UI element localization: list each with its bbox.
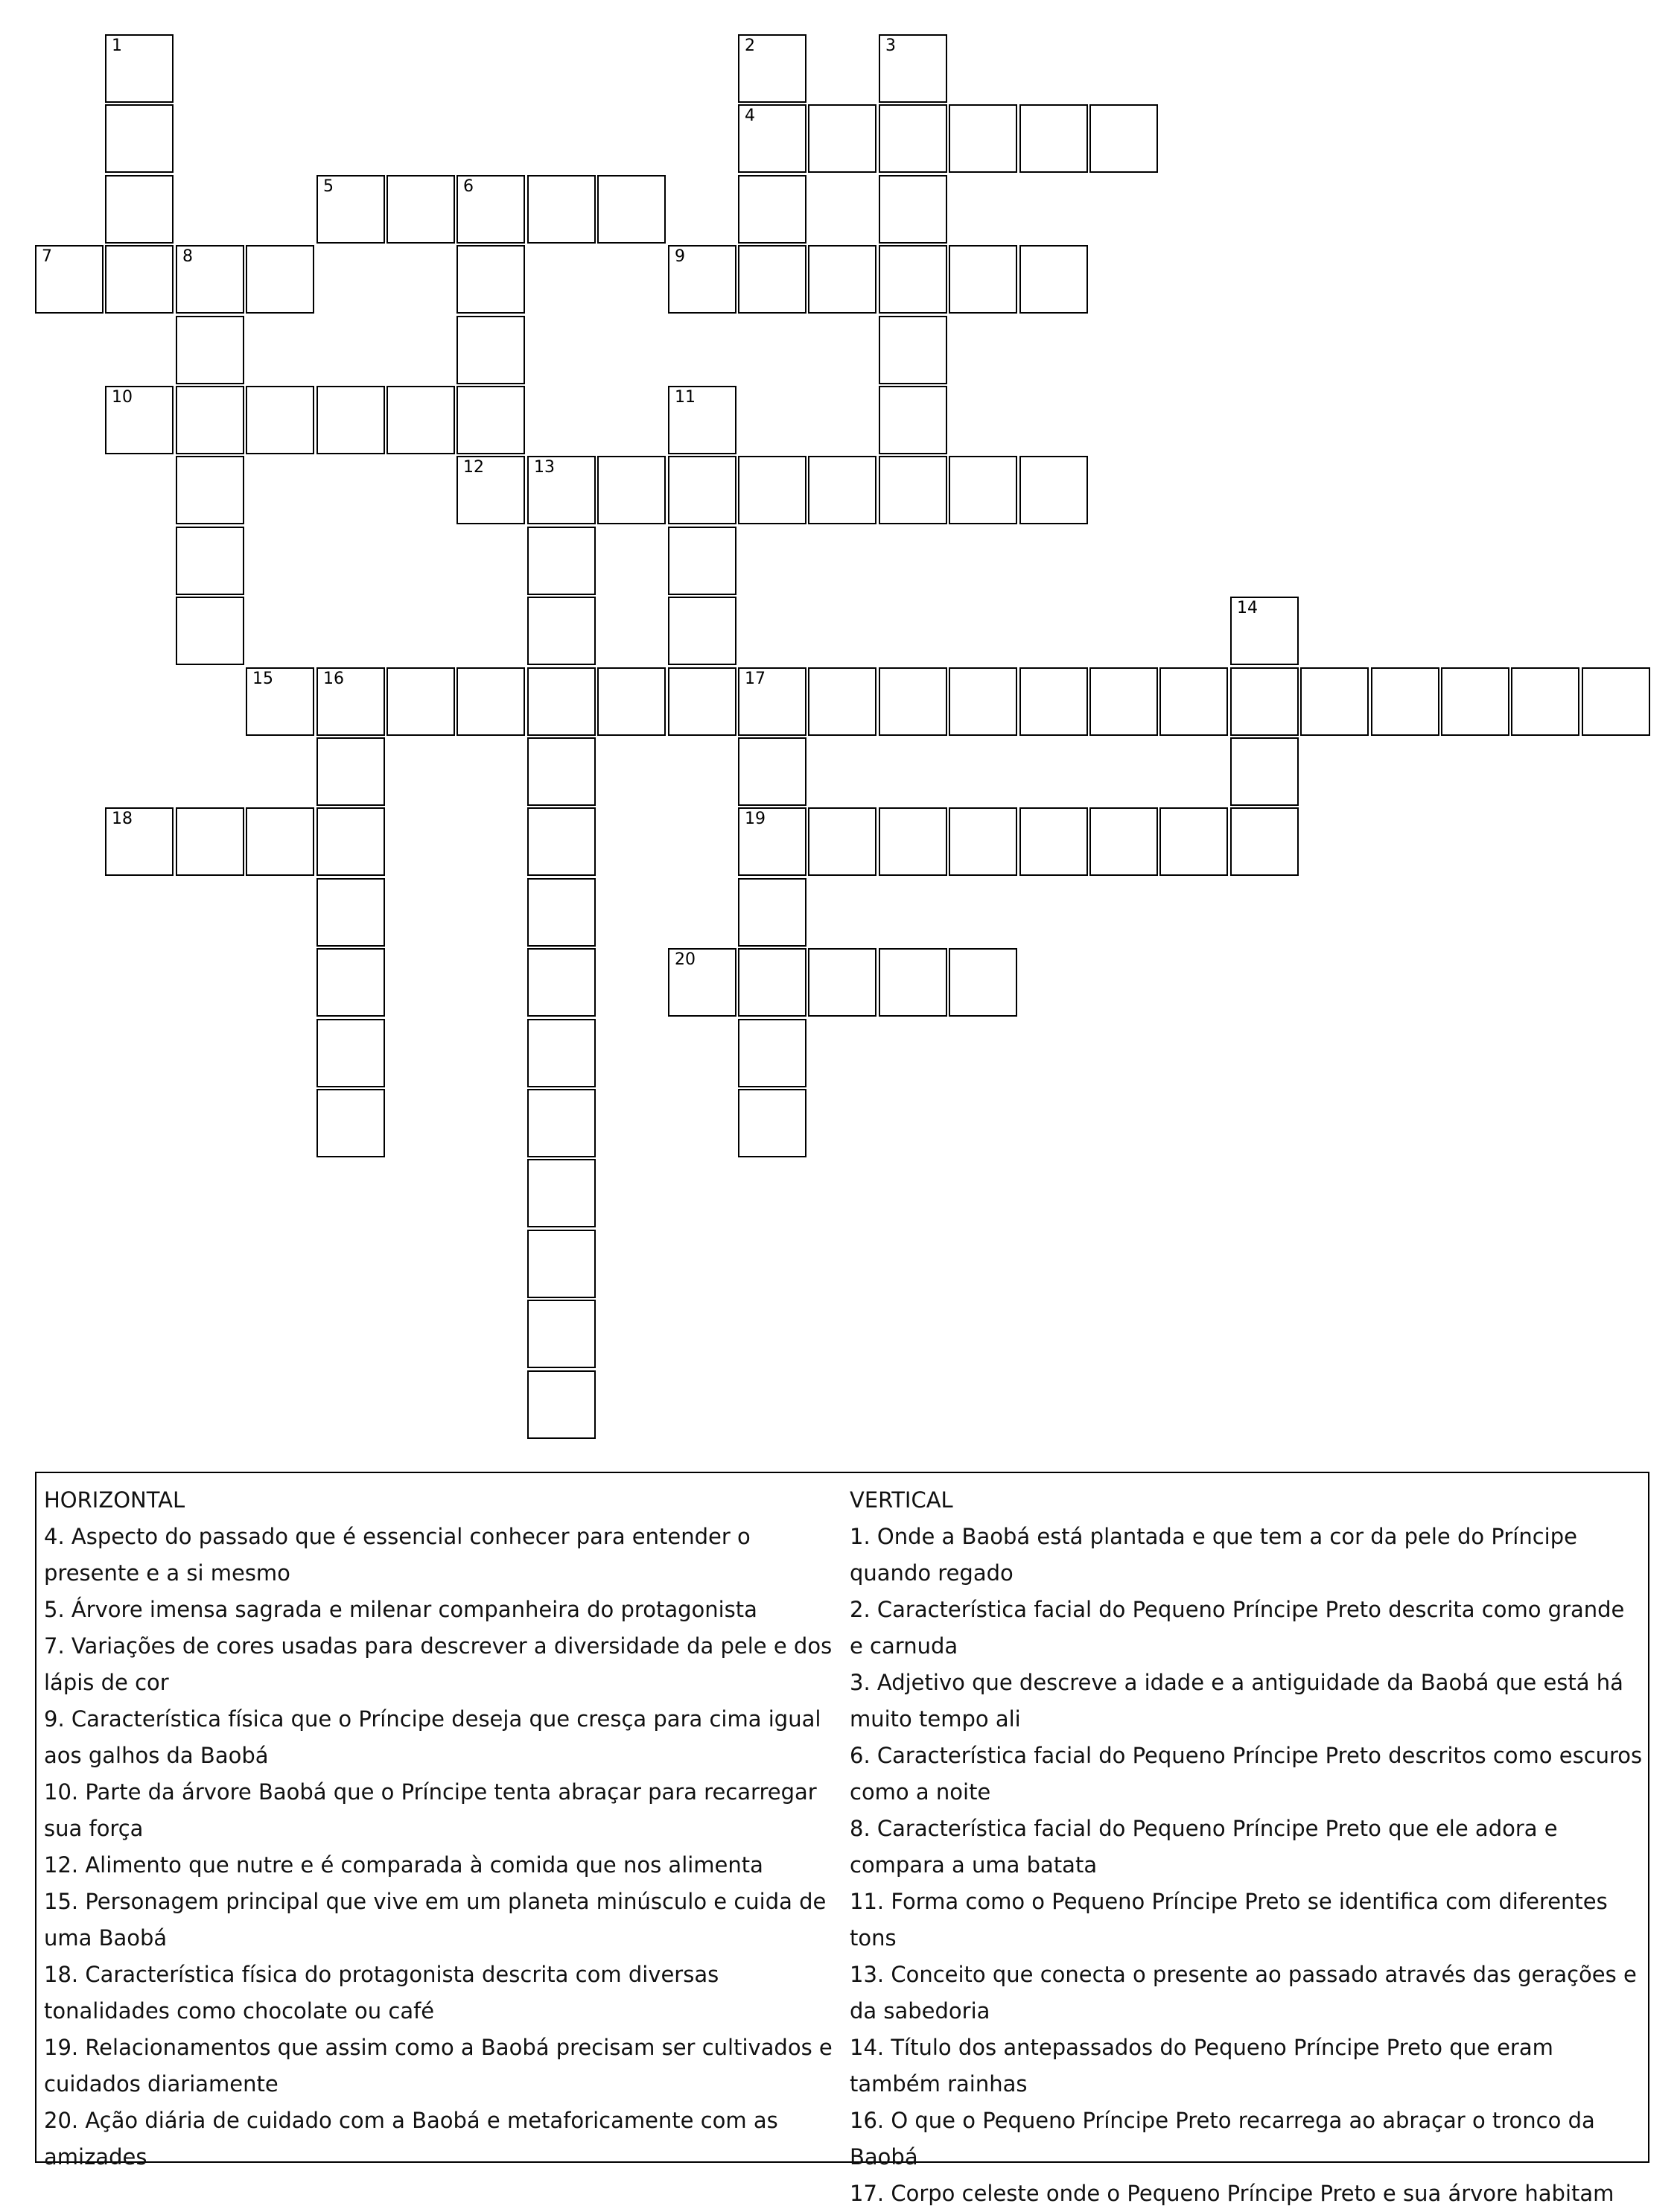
grid-cell[interactable] bbox=[527, 1370, 596, 1439]
grid-cell[interactable] bbox=[1159, 807, 1228, 876]
clue-horizontal-19: 19. Relacionamentos que assim como a Baobá precisam ser cultivados e cuidados diariamente bbox=[44, 2035, 833, 2097]
grid-cell[interactable] bbox=[879, 34, 947, 103]
grid-cell[interactable] bbox=[738, 878, 806, 947]
grid-cell[interactable] bbox=[668, 667, 736, 736]
grid-cell[interactable] bbox=[176, 456, 244, 524]
grid-cell[interactable] bbox=[527, 1230, 596, 1298]
grid-cell[interactable] bbox=[105, 175, 174, 244]
grid-cell[interactable] bbox=[597, 456, 666, 524]
grid-cell[interactable] bbox=[808, 245, 876, 314]
grid-cell[interactable] bbox=[1159, 667, 1228, 736]
grid-cell[interactable] bbox=[738, 104, 806, 173]
horizontal-title: HORIZONTAL bbox=[44, 1487, 185, 1513]
clue-number: 16 bbox=[323, 670, 344, 688]
grid-cell[interactable] bbox=[316, 807, 385, 876]
clue-horizontal-20: 20. Ação diária de cuidado com a Baobá e metaforicamente com as amizades bbox=[44, 2108, 778, 2170]
clue-vertical-13: 13. Conceito que conecta o presente ao passado através das gerações e da sabedoria bbox=[850, 1962, 1637, 2024]
grid-cell[interactable] bbox=[808, 456, 876, 524]
grid-cell[interactable] bbox=[316, 1089, 385, 1157]
grid-cell[interactable] bbox=[879, 175, 947, 244]
vertical-title: VERTICAL bbox=[850, 1487, 953, 1513]
clues-box bbox=[35, 1472, 1649, 2206]
clue-horizontal-10: 10. Parte da árvore Baobá que o Príncipe tenta abraçar para recarregar sua força bbox=[44, 1779, 817, 1841]
grid-cell[interactable] bbox=[316, 948, 385, 1017]
grid-cell[interactable] bbox=[879, 386, 947, 454]
clue-horizontal-7: 7. Variações de cores usadas para descrever a diversidade da pele e dos lápis de cor bbox=[44, 1633, 833, 1695]
grid-cell[interactable] bbox=[879, 245, 947, 314]
grid-cell[interactable] bbox=[879, 104, 947, 173]
clue-number: 11 bbox=[675, 388, 696, 407]
grid-cell[interactable] bbox=[1230, 597, 1299, 665]
clue-vertical-16: 16. O que o Pequeno Príncipe Preto recarrega ao abraçar o tronco da Baobá bbox=[850, 2108, 1595, 2170]
grid-cell[interactable] bbox=[1230, 667, 1299, 736]
grid-cell[interactable] bbox=[879, 316, 947, 384]
grid-cell[interactable] bbox=[176, 316, 244, 384]
grid-cell[interactable] bbox=[738, 34, 806, 103]
grid-cell[interactable] bbox=[879, 456, 947, 524]
grid-cell[interactable] bbox=[738, 1089, 806, 1157]
grid-cell[interactable] bbox=[597, 667, 666, 736]
grid-cell[interactable] bbox=[527, 456, 596, 524]
clue-number: 9 bbox=[675, 247, 685, 266]
grid-cell[interactable] bbox=[808, 104, 876, 173]
grid-cell[interactable] bbox=[879, 807, 947, 876]
grid-cell[interactable] bbox=[456, 245, 525, 314]
clue-vertical-8: 8. Característica facial do Pequeno Príncipe Preto que ele adora e compara a uma batata bbox=[850, 1816, 1558, 1878]
grid-cell[interactable] bbox=[738, 175, 806, 244]
grid-cell[interactable] bbox=[456, 667, 525, 736]
grid-cell[interactable] bbox=[808, 948, 876, 1017]
grid-cell[interactable] bbox=[949, 948, 1017, 1017]
clue-number: 5 bbox=[323, 177, 334, 196]
grid-cell[interactable] bbox=[386, 667, 455, 736]
grid-cell[interactable] bbox=[1371, 667, 1439, 736]
clue-number: 19 bbox=[745, 810, 766, 828]
grid-cell[interactable] bbox=[1441, 667, 1509, 736]
grid-cell[interactable] bbox=[105, 245, 174, 314]
grid-cell[interactable] bbox=[456, 316, 525, 384]
grid-cell[interactable] bbox=[316, 667, 385, 736]
clue-number: 18 bbox=[112, 810, 133, 828]
grid-cell[interactable] bbox=[1089, 104, 1158, 173]
grid-cell[interactable] bbox=[246, 807, 314, 876]
grid-cell[interactable] bbox=[176, 597, 244, 665]
grid-cell[interactable] bbox=[668, 597, 736, 665]
grid-cell[interactable] bbox=[35, 245, 104, 314]
clue-vertical-6: 6. Característica facial do Pequeno Príncipe Preto descritos como escuros como a noite bbox=[850, 1743, 1643, 1805]
grid-cell[interactable] bbox=[456, 175, 525, 244]
grid-cell[interactable] bbox=[738, 807, 806, 876]
grid-cell[interactable] bbox=[105, 386, 174, 454]
grid-cell[interactable] bbox=[597, 175, 666, 244]
grid-cell[interactable] bbox=[668, 245, 736, 314]
clue-number: 15 bbox=[252, 670, 273, 688]
grid-cell[interactable] bbox=[527, 597, 596, 665]
grid-cell[interactable] bbox=[527, 175, 596, 244]
grid-cell[interactable] bbox=[1019, 245, 1088, 314]
grid-cell[interactable] bbox=[808, 667, 876, 736]
grid-cell[interactable] bbox=[527, 878, 596, 947]
clue-horizontal-12: 12. Alimento que nutre e é comparada à comida que nos alimenta bbox=[44, 1852, 763, 1878]
clue-vertical-1: 1. Onde a Baobá está plantada e que tem a cor da pele do Príncipe quando regado bbox=[850, 1524, 1577, 1586]
clue-number: 20 bbox=[675, 950, 696, 969]
grid-cell[interactable] bbox=[949, 807, 1017, 876]
grid-cell[interactable] bbox=[176, 807, 244, 876]
clue-horizontal-5: 5. Árvore imensa sagrada e milenar companheira do protagonista bbox=[44, 1597, 757, 1622]
grid-cell[interactable] bbox=[1019, 667, 1088, 736]
grid-cell[interactable] bbox=[246, 386, 314, 454]
grid-cell[interactable] bbox=[105, 34, 174, 103]
grid-cell[interactable] bbox=[1019, 104, 1088, 173]
grid-cell[interactable] bbox=[527, 1089, 596, 1157]
grid-cell[interactable] bbox=[527, 527, 596, 595]
grid-cell[interactable] bbox=[527, 737, 596, 806]
grid-cell[interactable] bbox=[316, 386, 385, 454]
grid-cell[interactable] bbox=[527, 948, 596, 1017]
clue-horizontal-18: 18. Característica física do protagonista descrita com diversas tonalidades como chocolate ou café bbox=[44, 1962, 719, 2024]
grid-cell[interactable] bbox=[316, 175, 385, 244]
grid-cell[interactable] bbox=[527, 1300, 596, 1368]
clue-number: 7 bbox=[42, 247, 52, 266]
clue-vertical-17: 17. Corpo celeste onde o Pequeno Príncipe Preto e sua árvore habitam bbox=[850, 2181, 1614, 2206]
grid-cell[interactable] bbox=[668, 948, 736, 1017]
clue-vertical-3: 3. Adjetivo que descreve a idade e a antiguidade da Baobá que está há muito tempo ali bbox=[850, 1670, 1623, 1732]
clue-vertical-11: 11. Forma como o Pequeno Príncipe Preto se identifica com diferentes tons bbox=[850, 1889, 1608, 1951]
grid-cell[interactable] bbox=[1582, 667, 1650, 736]
grid-cell[interactable] bbox=[668, 386, 736, 454]
clue-horizontal-9: 9. Característica física que o Príncipe deseja que cresça para cima igual aos galhos da Baobá bbox=[44, 1706, 821, 1768]
grid-cell[interactable] bbox=[738, 456, 806, 524]
clue-number: 8 bbox=[182, 247, 193, 266]
grid-cell[interactable] bbox=[879, 948, 947, 1017]
grid-cell[interactable] bbox=[1230, 737, 1299, 806]
grid-cell[interactable] bbox=[1019, 456, 1088, 524]
grid-cell[interactable] bbox=[246, 667, 314, 736]
grid-cell[interactable] bbox=[527, 667, 596, 736]
grid-cell[interactable] bbox=[1300, 667, 1369, 736]
grid-cell[interactable] bbox=[527, 807, 596, 876]
clue-vertical-2: 2. Característica facial do Pequeno Príncipe Preto descrita como grande e carnuda bbox=[850, 1597, 1625, 1659]
clue-number: 2 bbox=[745, 36, 755, 55]
grid-cell[interactable] bbox=[105, 807, 174, 876]
clue-number: 3 bbox=[885, 36, 896, 55]
clue-number: 12 bbox=[463, 458, 484, 477]
grid-cell[interactable] bbox=[949, 667, 1017, 736]
clue-number: 6 bbox=[463, 177, 474, 196]
grid-cell[interactable] bbox=[949, 104, 1017, 173]
grid-cell[interactable] bbox=[316, 878, 385, 947]
grid-cell[interactable] bbox=[176, 527, 244, 595]
grid-cell[interactable] bbox=[105, 104, 174, 173]
grid-cell[interactable] bbox=[738, 245, 806, 314]
grid-cell[interactable] bbox=[246, 245, 314, 314]
clue-number: 13 bbox=[534, 458, 555, 477]
grid-cell[interactable] bbox=[949, 456, 1017, 524]
grid-cell[interactable] bbox=[1019, 807, 1088, 876]
grid-cell[interactable] bbox=[456, 386, 525, 454]
grid-cell[interactable] bbox=[738, 667, 806, 736]
grid-cell[interactable] bbox=[668, 456, 736, 524]
grid-cell[interactable] bbox=[949, 245, 1017, 314]
clue-horizontal-4: 4. Aspecto do passado que é essencial conhecer para entender o presente e a si mesmo bbox=[44, 1524, 751, 1586]
grid-cell[interactable] bbox=[316, 1019, 385, 1087]
grid-cell[interactable] bbox=[176, 245, 244, 314]
horizontal-clues bbox=[44, 1482, 833, 2176]
grid-cell[interactable] bbox=[176, 386, 244, 454]
grid-cell[interactable] bbox=[386, 175, 455, 244]
clue-number: 10 bbox=[112, 388, 133, 407]
clue-number: 14 bbox=[1237, 599, 1258, 617]
grid-cell[interactable] bbox=[808, 807, 876, 876]
grid-cell[interactable] bbox=[527, 1159, 596, 1227]
grid-cell[interactable] bbox=[738, 948, 806, 1017]
grid-cell[interactable] bbox=[879, 667, 947, 736]
grid-cell[interactable] bbox=[668, 527, 736, 595]
grid-cell[interactable] bbox=[738, 737, 806, 806]
grid-cell[interactable] bbox=[1230, 807, 1299, 876]
grid-cell[interactable] bbox=[738, 1019, 806, 1087]
grid-cell[interactable] bbox=[316, 737, 385, 806]
grid-cell[interactable] bbox=[1511, 667, 1579, 736]
clue-number: 4 bbox=[745, 107, 755, 125]
grid-cell[interactable] bbox=[386, 386, 455, 454]
grid-cell[interactable] bbox=[1089, 807, 1158, 876]
grid-cell[interactable] bbox=[456, 456, 525, 524]
clue-horizontal-15: 15. Personagem principal que vive em um planeta minúsculo e cuida de uma Baobá bbox=[44, 1889, 827, 1951]
vertical-clues bbox=[850, 1482, 1644, 2212]
clue-number: 17 bbox=[745, 670, 766, 688]
grid-cell[interactable] bbox=[1089, 667, 1158, 736]
clue-number: 1 bbox=[112, 36, 122, 55]
clue-vertical-14: 14. Título dos antepassados do Pequeno Príncipe Preto que eram também rainhas bbox=[850, 2035, 1553, 2097]
grid-cell[interactable] bbox=[527, 1019, 596, 1087]
